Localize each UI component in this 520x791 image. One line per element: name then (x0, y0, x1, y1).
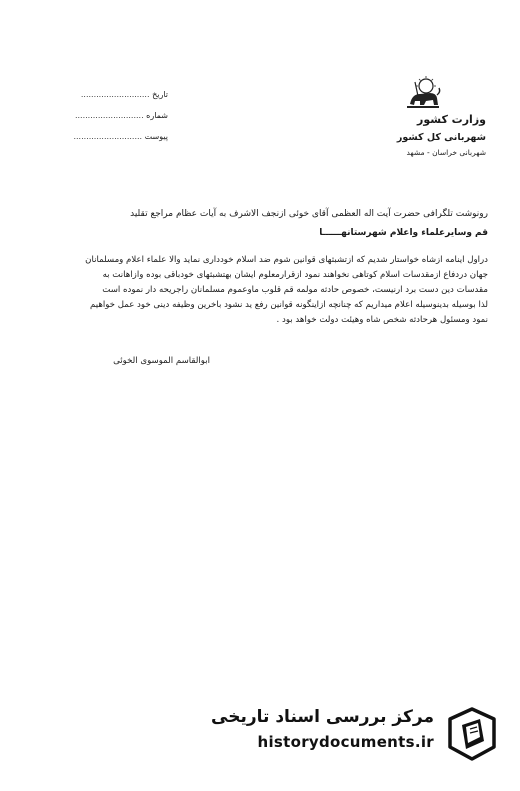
attachment-label: پیوست (144, 132, 168, 141)
address-block (30, 205, 488, 243)
date-label: تاریخ (152, 90, 168, 99)
watermark-footer (211, 703, 498, 773)
body-line: دراول اینامه ازشاه خواستار شدیم که ازتشبثهای قوانین شوم ضد اسلام خودداری نماید والا علماء اعلام ومسلمانان (85, 255, 488, 265)
org-sub: شهربانی کل کشور (396, 132, 486, 143)
body-line: مقدسات دین دست برد ارنیست، خصوص حادثه مولمه قم قلوب ماوعموم مسلمانان راجریحه دار نموده است (102, 285, 488, 295)
footer-url: historydocuments.ir (257, 733, 434, 751)
telegram-body (30, 253, 488, 328)
lion-sun-emblem-icon (404, 74, 442, 112)
date-dots: ........................... (80, 90, 150, 99)
number-dots: ........................... (74, 111, 144, 120)
footer-title: مرکز بررسی اسناد تاریخی (211, 707, 434, 727)
archive-logo-icon (442, 705, 498, 763)
signature: ابوالقاسم الموسوی الخوئی (113, 356, 210, 366)
body-line: لذا بوسیله بدینوسیله اعلام میداریم که چنانچه ازاینگونه قوانین رفع ید نشود باخرین وظیفه دینی خود عمل خواهیم (90, 300, 488, 310)
address-line-2: قم وسایرعلماء واعلام شهرستانهــــــا (319, 228, 488, 238)
organization-header (336, 112, 486, 160)
attachment-dots: ........................... (73, 132, 143, 141)
meta-fields (58, 84, 168, 147)
date-field (58, 84, 168, 105)
attachment-field (58, 126, 168, 147)
number-field (58, 105, 168, 126)
body-line: جهان دردفاع ازمقدسات اسلام کوتاهی نخواهند نمود ازقرارمعلوم ایشان بهتشبثهای خودباقی بوده وازاهانت به (102, 270, 488, 280)
address-line-1: رونوشت تلگرافی حضرت آیت اله العظمی آقای خوئی ازنجف الاشرف به آیات عظام مراجع تقلید (130, 209, 488, 219)
org-name: وزارت کشور (417, 113, 486, 126)
number-label: شماره (146, 111, 168, 120)
org-city: شهربانی خراسان - مشهد (406, 148, 486, 157)
body-line: نمود ومسئول هرحادثه شخص شاه وهیئت دولت خواهد بود . (276, 315, 488, 325)
